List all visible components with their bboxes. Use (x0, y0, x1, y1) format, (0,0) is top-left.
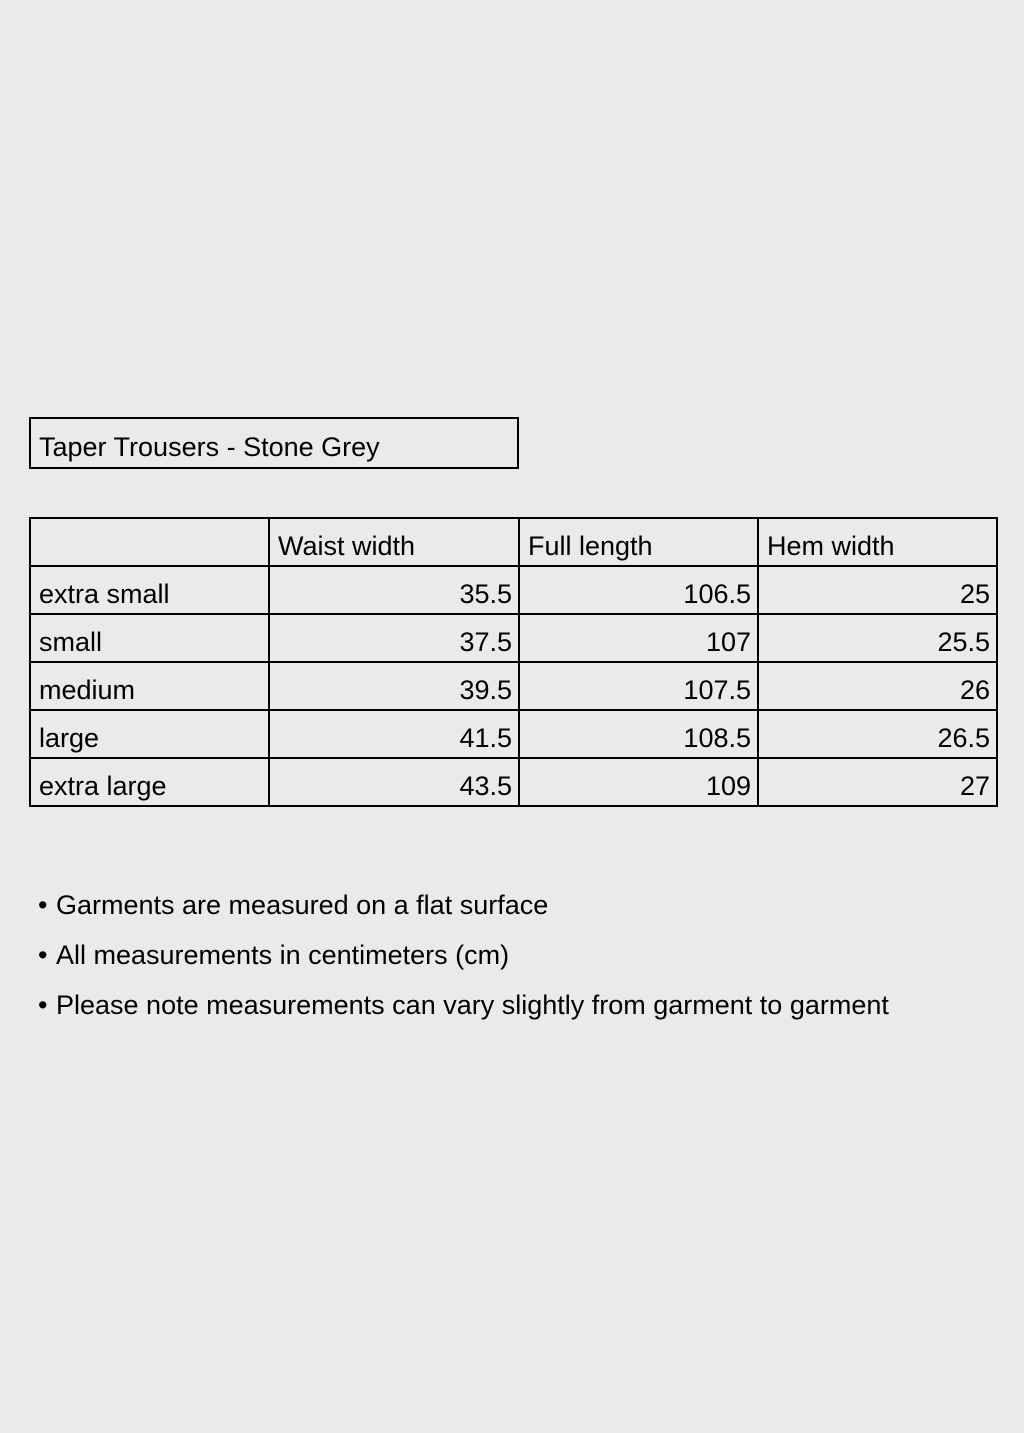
waist-width-value: 41.5 (269, 710, 519, 758)
note-item (38, 930, 889, 980)
size-chart-table (29, 517, 998, 807)
column-header-waist-width: Waist width (269, 518, 519, 566)
table-row (30, 710, 997, 758)
full-length-value: 106.5 (519, 566, 758, 614)
hem-width-value: 26 (758, 662, 997, 710)
hem-width-value: 27 (758, 758, 997, 806)
column-header-size (30, 518, 269, 566)
note-item (38, 980, 889, 1030)
full-length-value: 108.5 (519, 710, 758, 758)
waist-width-value: 39.5 (269, 662, 519, 710)
note-item (38, 880, 889, 930)
table-row (30, 614, 997, 662)
column-header-full-length: Full length (519, 518, 758, 566)
waist-width-value: 43.5 (269, 758, 519, 806)
column-header-hem-width: Hem width (758, 518, 997, 566)
size-label: extra small (30, 566, 269, 614)
hem-width-value: 25 (758, 566, 997, 614)
bullet-icon: • (38, 990, 48, 1020)
full-length-value: 107 (519, 614, 758, 662)
note-text: Garments are measured on a flat surface (56, 890, 549, 920)
product-title-box (29, 417, 519, 469)
bullet-icon: • (38, 940, 48, 970)
full-length-value: 107.5 (519, 662, 758, 710)
product-title: Taper Trousers - Stone Grey (39, 432, 380, 462)
size-label: small (30, 614, 269, 662)
size-label: medium (30, 662, 269, 710)
waist-width-value: 35.5 (269, 566, 519, 614)
note-text: Please note measurements can vary slightly from garment to garment (56, 990, 889, 1020)
size-label: large (30, 710, 269, 758)
size-label: extra large (30, 758, 269, 806)
table-row (30, 758, 997, 806)
full-length-value: 109 (519, 758, 758, 806)
hem-width-value: 26.5 (758, 710, 997, 758)
table-header-row (30, 518, 997, 566)
table-row (30, 662, 997, 710)
note-text: All measurements in centimeters (cm) (56, 940, 510, 970)
measurement-notes (38, 880, 889, 1030)
table-row (30, 566, 997, 614)
hem-width-value: 25.5 (758, 614, 997, 662)
waist-width-value: 37.5 (269, 614, 519, 662)
bullet-icon: • (38, 890, 48, 920)
